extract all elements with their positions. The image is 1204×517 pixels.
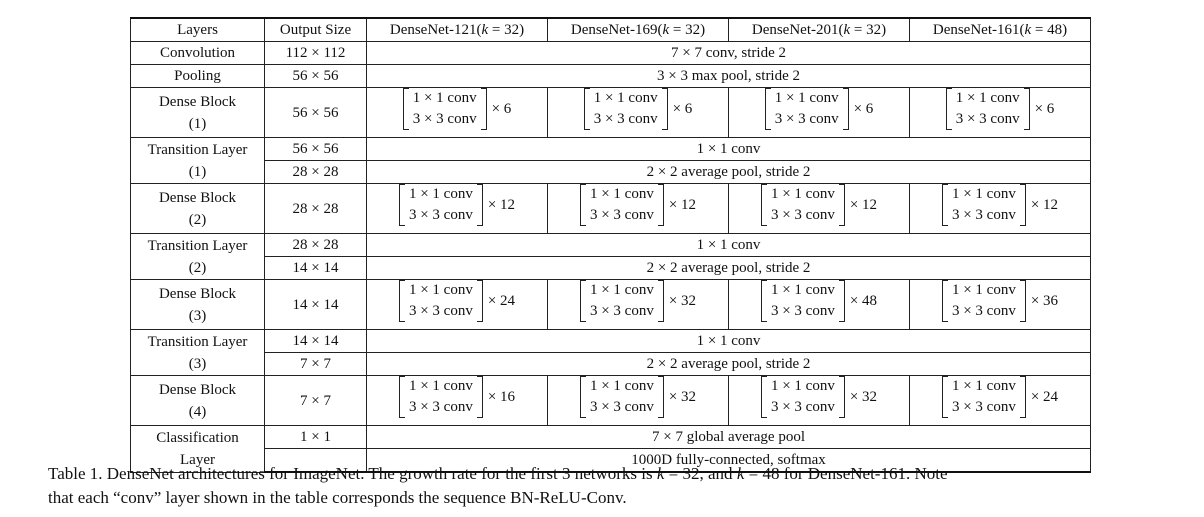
conv-3x3: 3 × 3 conv	[951, 207, 1016, 223]
block-spec	[548, 184, 729, 234]
header-densenet-201	[729, 18, 910, 42]
layer-spec: 1 × 1 conv	[367, 138, 1091, 161]
layer-name-line-2: (4)	[188, 403, 207, 420]
caption-line-2: that each “conv” layer shown in the table corresponds the sequence BN-ReLU-Conv.	[48, 488, 627, 507]
repeat-count: × 6	[491, 101, 512, 117]
repeat-count: × 24	[487, 293, 516, 309]
layer-name	[131, 234, 265, 280]
layer-spec: 3 × 3 max pool, stride 2	[367, 65, 1091, 88]
right-bracket	[662, 88, 668, 130]
repeat-count: × 6	[853, 101, 874, 117]
layer-name-line-2: (2)	[188, 259, 207, 276]
right-bracket	[658, 280, 664, 322]
layer-name-line-2: (1)	[188, 115, 207, 132]
conv-3x3: 3 × 3 conv	[770, 207, 835, 223]
block-spec	[910, 280, 1091, 330]
model-name: DenseNet-169(	[570, 22, 663, 38]
conv-1x1: 1 × 1 conv	[951, 282, 1016, 298]
layer-name-line-1: Transition Layer	[147, 237, 248, 254]
block-spec	[729, 184, 910, 234]
header-densenet-169	[548, 18, 729, 42]
layer-name	[131, 376, 265, 426]
row-dense-block-4	[131, 376, 1091, 426]
layer-name-line-2: Layer	[180, 451, 215, 468]
right-bracket	[839, 376, 845, 418]
right-bracket	[1020, 280, 1026, 322]
repeat-count: × 12	[487, 197, 516, 213]
layer-spec: 1 × 1 conv	[367, 234, 1091, 257]
conv-1x1: 1 × 1 conv	[770, 282, 835, 298]
output-size: 112 × 112	[265, 42, 367, 65]
conv-1x1: 1 × 1 conv	[408, 378, 473, 394]
layer-name-line-1: Transition Layer	[147, 333, 248, 350]
layer-name	[131, 88, 265, 138]
k-value: = 32)	[669, 22, 706, 38]
conv-1x1: 1 × 1 conv	[589, 378, 654, 394]
repeat-count: × 36	[1030, 293, 1059, 309]
conv-3x3: 3 × 3 conv	[408, 207, 473, 223]
block-spec	[729, 88, 910, 138]
right-bracket	[1024, 88, 1030, 130]
row-transition-2b	[131, 257, 1091, 280]
row-classification-a	[131, 426, 1091, 449]
repeat-count: × 6	[1034, 101, 1055, 117]
right-bracket	[477, 280, 483, 322]
right-bracket	[477, 184, 483, 226]
block-spec	[548, 376, 729, 426]
output-size: 56 × 56	[265, 138, 367, 161]
right-bracket	[843, 88, 849, 130]
conv-3x3: 3 × 3 conv	[951, 399, 1016, 415]
header-densenet-161	[910, 18, 1091, 42]
k-symbol: k	[736, 464, 745, 483]
block-spec	[910, 88, 1091, 138]
output-size: 7 × 7	[265, 353, 367, 376]
conv-1x1: 1 × 1 conv	[774, 90, 839, 106]
layer-name	[131, 330, 265, 376]
conv-3x3: 3 × 3 conv	[774, 111, 839, 127]
layer-spec: 2 × 2 average pool, stride 2	[367, 353, 1091, 376]
conv-3x3: 3 × 3 conv	[770, 303, 835, 319]
conv-1x1: 1 × 1 conv	[951, 378, 1016, 394]
output-size: 1 × 1	[265, 426, 367, 449]
block-spec	[729, 280, 910, 330]
output-size: 14 × 14	[265, 280, 367, 330]
layer-name: Pooling	[131, 65, 265, 88]
layer-spec: 2 × 2 average pool, stride 2	[367, 161, 1091, 184]
right-bracket	[839, 280, 845, 322]
layer-name-line-2: (3)	[188, 355, 207, 372]
k-symbol: k	[481, 22, 489, 38]
layer-name-line-2: (1)	[188, 163, 207, 180]
k-symbol: k	[656, 464, 665, 483]
output-size: 14 × 14	[265, 330, 367, 353]
right-bracket	[658, 184, 664, 226]
table-header-row	[131, 18, 1091, 42]
conv-1x1: 1 × 1 conv	[589, 186, 654, 202]
architecture-table-container	[130, 17, 1090, 473]
output-size: 28 × 28	[265, 184, 367, 234]
conv-3x3: 3 × 3 conv	[951, 303, 1016, 319]
k-value: = 32)	[850, 22, 887, 38]
conv-1x1: 1 × 1 conv	[951, 186, 1016, 202]
right-bracket	[1020, 376, 1026, 418]
layer-name-line-1: Dense Block	[158, 285, 237, 302]
block-spec	[367, 280, 548, 330]
output-size: 7 × 7	[265, 376, 367, 426]
caption-text: = 48 for DenseNet-161. Note	[744, 464, 948, 483]
repeat-count: × 12	[668, 197, 697, 213]
layer-name: Convolution	[131, 42, 265, 65]
right-bracket	[1020, 184, 1026, 226]
conv-3x3: 3 × 3 conv	[408, 399, 473, 415]
table-caption	[48, 462, 1188, 510]
row-transition-3b	[131, 353, 1091, 376]
repeat-count: × 12	[849, 197, 878, 213]
layer-name-line-1: Classification	[156, 429, 239, 446]
repeat-count: × 32	[668, 389, 697, 405]
row-transition-3a	[131, 330, 1091, 353]
k-value: = 48)	[1031, 22, 1068, 38]
output-size: 28 × 28	[265, 161, 367, 184]
repeat-count: × 32	[849, 389, 878, 405]
k-value: = 32)	[488, 22, 525, 38]
header-output-size: Output Size	[265, 18, 367, 42]
conv-3x3: 3 × 3 conv	[589, 207, 654, 223]
conv-3x3: 3 × 3 conv	[412, 111, 477, 127]
model-name: DenseNet-121(	[389, 22, 482, 38]
repeat-count: × 48	[849, 293, 878, 309]
repeat-count: × 32	[668, 293, 697, 309]
layer-name	[131, 138, 265, 184]
row-dense-block-1	[131, 88, 1091, 138]
conv-1x1: 1 × 1 conv	[412, 90, 477, 106]
block-spec	[729, 376, 910, 426]
layer-spec: 7 × 7 global average pool	[367, 426, 1091, 449]
conv-3x3: 3 × 3 conv	[770, 399, 835, 415]
row-pooling	[131, 65, 1091, 88]
row-transition-1b	[131, 161, 1091, 184]
block-spec	[910, 376, 1091, 426]
layer-name-line-2: (3)	[188, 307, 207, 324]
conv-1x1: 1 × 1 conv	[770, 378, 835, 394]
layer-name-line-2: (2)	[188, 211, 207, 228]
layer-name-line-1: Dense Block	[158, 93, 237, 110]
right-bracket	[477, 376, 483, 418]
k-symbol: k	[1024, 22, 1032, 38]
output-size: 28 × 28	[265, 234, 367, 257]
layer-name-line-1: Transition Layer	[147, 141, 248, 158]
k-symbol: k	[843, 22, 851, 38]
conv-3x3: 3 × 3 conv	[955, 111, 1020, 127]
block-spec	[367, 376, 548, 426]
k-symbol: k	[662, 22, 670, 38]
caption-line-1	[48, 462, 1188, 486]
layer-spec: 2 × 2 average pool, stride 2	[367, 257, 1091, 280]
conv-1x1: 1 × 1 conv	[770, 186, 835, 202]
row-convolution	[131, 42, 1091, 65]
layer-spec: 7 × 7 conv, stride 2	[367, 42, 1091, 65]
caption-text: = 32, and	[664, 464, 737, 483]
output-size: 56 × 56	[265, 88, 367, 138]
layer-name-line-1: Dense Block	[158, 381, 237, 398]
repeat-count: × 16	[487, 389, 516, 405]
conv-1x1: 1 × 1 conv	[408, 282, 473, 298]
conv-3x3: 3 × 3 conv	[589, 303, 654, 319]
conv-3x3: 3 × 3 conv	[589, 399, 654, 415]
conv-1x1: 1 × 1 conv	[593, 90, 658, 106]
row-transition-2a	[131, 234, 1091, 257]
caption-text: Table 1. DenseNet architectures for ImageNet. The growth rate for the first 3 networks is	[48, 464, 657, 483]
right-bracket	[481, 88, 487, 130]
right-bracket	[839, 184, 845, 226]
layer-spec: 1000D fully-connected, softmax	[367, 449, 1091, 473]
row-dense-block-3	[131, 280, 1091, 330]
right-bracket	[658, 376, 664, 418]
layer-name-line-1: Dense Block	[158, 189, 237, 206]
row-transition-1a	[131, 138, 1091, 161]
architecture-table	[130, 17, 1091, 473]
repeat-count: × 6	[672, 101, 693, 117]
model-name: DenseNet-161(	[932, 22, 1025, 38]
output-size: 56 × 56	[265, 65, 367, 88]
block-spec	[548, 280, 729, 330]
repeat-count: × 24	[1030, 389, 1059, 405]
layer-name	[131, 184, 265, 234]
conv-3x3: 3 × 3 conv	[408, 303, 473, 319]
block-spec	[910, 184, 1091, 234]
conv-1x1: 1 × 1 conv	[589, 282, 654, 298]
output-size: 14 × 14	[265, 257, 367, 280]
block-spec	[548, 88, 729, 138]
conv-3x3: 3 × 3 conv	[593, 111, 658, 127]
model-name: DenseNet-201(	[751, 22, 844, 38]
row-dense-block-2	[131, 184, 1091, 234]
repeat-count: × 12	[1030, 197, 1059, 213]
block-spec	[367, 184, 548, 234]
conv-1x1: 1 × 1 conv	[408, 186, 473, 202]
header-layers: Layers	[131, 18, 265, 42]
block-spec	[367, 88, 548, 138]
layer-spec: 1 × 1 conv	[367, 330, 1091, 353]
conv-1x1: 1 × 1 conv	[955, 90, 1020, 106]
header-densenet-121	[367, 18, 548, 42]
layer-name	[131, 280, 265, 330]
